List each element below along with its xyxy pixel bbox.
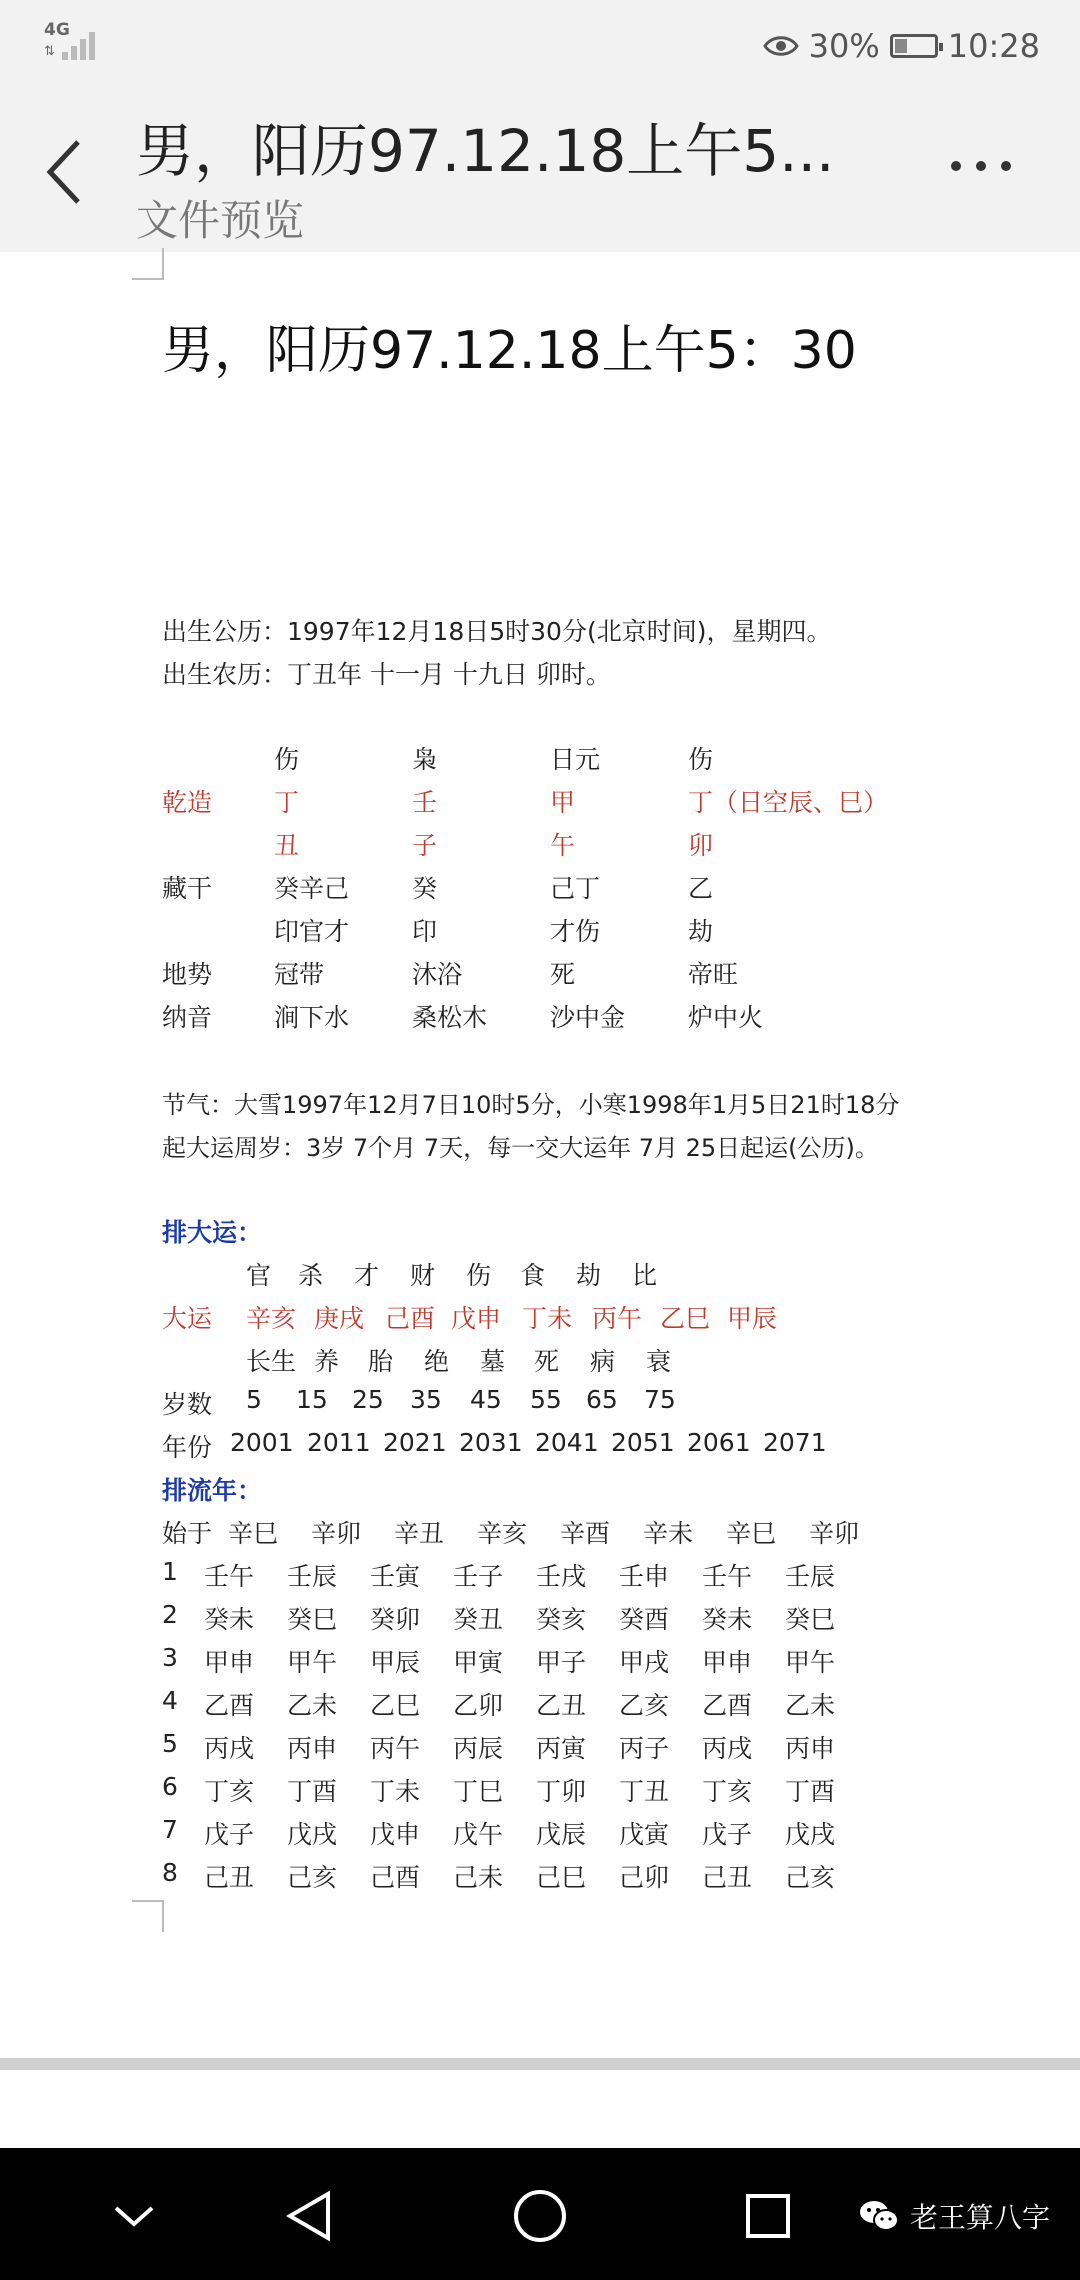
- liunian-cell: 丁巳: [453, 1777, 504, 1806]
- qianzao-label: 乾造: [162, 788, 213, 817]
- liunian-cell: 乙酉: [702, 1691, 753, 1720]
- birth-solar: 出生公历：1997年12月18日5时30分(北京时间)，星期四。: [162, 617, 832, 646]
- liunian-cell: 壬午: [204, 1562, 255, 1591]
- data-arrows-icon: ⇅: [44, 44, 55, 59]
- liunian-cell: 乙卯: [453, 1691, 504, 1720]
- nav-hide-button[interactable]: [104, 2186, 164, 2246]
- status-right: [763, 24, 1040, 68]
- stage-4: 绝: [424, 1347, 450, 1376]
- liunian-cell: 癸未: [204, 1605, 255, 1634]
- doc-title: 男，阳历97.12.18上午5：30: [162, 321, 857, 381]
- liunian-cell: 丁酉: [785, 1777, 836, 1806]
- liunian-cell: 癸亥: [536, 1605, 587, 1634]
- chevron-left-icon: [38, 132, 98, 212]
- stage-8: 衰: [646, 1347, 672, 1376]
- liunian-cell: 甲寅: [453, 1648, 504, 1677]
- signal-icon: [62, 30, 98, 60]
- dishi-1: 冠带: [274, 960, 325, 989]
- liunian-cell: 丁未: [370, 1777, 421, 1806]
- liunian-cell: 甲申: [204, 1648, 255, 1677]
- liunian-cell: 丁酉: [287, 1777, 338, 1806]
- god-4: 伤: [688, 745, 714, 774]
- liunian-row-number: 3: [162, 1643, 178, 1672]
- year-label: 年份: [162, 1433, 213, 1462]
- liunian-cell: 丙午: [370, 1734, 421, 1763]
- god-1: 伤: [274, 745, 300, 774]
- liunian-cell: 戊戌: [785, 1820, 836, 1849]
- liunian-cell: 甲子: [536, 1648, 587, 1677]
- dishi-2: 沐浴: [412, 960, 463, 989]
- canggan-4: 乙: [688, 874, 714, 903]
- nayin-3: 沙中金: [550, 1003, 626, 1032]
- system-nav-bar: [0, 2148, 1080, 2280]
- stage-3: 胎: [368, 1347, 394, 1376]
- dayun-5: 丁未: [522, 1304, 573, 1333]
- liunian-cell: 壬寅: [370, 1562, 421, 1591]
- god-3: 日元: [550, 745, 601, 774]
- status-bar: [0, 0, 1080, 90]
- liunian-cell: 戊戌: [287, 1820, 338, 1849]
- canggan-2: 癸: [412, 874, 438, 903]
- year-7: 2061: [687, 1428, 751, 1457]
- canggan-label: 藏干: [162, 874, 213, 903]
- page-corner-bottom: [132, 1900, 164, 1932]
- liunian-cell: 戊辰: [536, 1820, 587, 1849]
- liunian-row-number: 7: [162, 1815, 178, 1844]
- chevron-down-icon: [104, 2186, 164, 2246]
- age-label: 岁数: [162, 1390, 213, 1419]
- branch-4: 卯: [688, 831, 714, 860]
- clock: 10:28: [947, 27, 1040, 65]
- canggan-1: 癸辛己: [274, 874, 350, 903]
- app-title: 男，阳历97.12.18上午5...: [136, 117, 835, 185]
- age-2: 15: [296, 1385, 328, 1414]
- liunian-cell: 丙申: [287, 1734, 338, 1763]
- liunian-cell: 辛丑: [394, 1519, 445, 1548]
- canggan-god-4: 劫: [688, 917, 714, 946]
- stem-2: 壬: [412, 788, 438, 817]
- liunian-cell: 壬辰: [785, 1562, 836, 1591]
- stage-5: 墓: [480, 1347, 506, 1376]
- stage-2: 养: [314, 1347, 340, 1376]
- liunian-cell: 己酉: [370, 1863, 421, 1892]
- liunian-cell: 戊子: [204, 1820, 255, 1849]
- stage-6: 死: [534, 1347, 560, 1376]
- canggan-god-1: 印官才: [274, 917, 350, 946]
- stage-7: 病: [590, 1347, 616, 1376]
- year-2: 2011: [307, 1428, 371, 1457]
- liunian-cell: 乙未: [785, 1691, 836, 1720]
- dayun-1: 辛亥: [246, 1304, 297, 1333]
- circle-home-icon: [510, 2186, 570, 2246]
- liunian-cell: 丙申: [785, 1734, 836, 1763]
- liunian-cell: 戊午: [453, 1820, 504, 1849]
- year-6: 2051: [611, 1428, 675, 1457]
- dayun-god-5: 伤: [466, 1261, 492, 1290]
- year-3: 2021: [383, 1428, 447, 1457]
- age-3: 25: [352, 1385, 384, 1414]
- liunian-cell: 丁卯: [536, 1777, 587, 1806]
- branch-1: 丑: [274, 831, 300, 860]
- branch-3: 午: [550, 831, 576, 860]
- nayin-4: 炉中火: [688, 1003, 764, 1032]
- more-options-button[interactable]: [946, 148, 1026, 192]
- liunian-cell: 丙寅: [536, 1734, 587, 1763]
- canggan-god-2: 印: [412, 917, 438, 946]
- year-5: 2041: [535, 1428, 599, 1457]
- liunian-cell: 乙酉: [204, 1691, 255, 1720]
- nayin-1: 涧下水: [274, 1003, 350, 1032]
- liunian-cell: 壬午: [702, 1562, 753, 1591]
- canggan-god-3: 才伤: [550, 917, 601, 946]
- dayun-god-1: 官: [246, 1261, 272, 1290]
- wechat-watermark: [858, 2196, 1050, 2236]
- liunian-cell: 乙丑: [536, 1691, 587, 1720]
- liunian-cell: 癸巳: [287, 1605, 338, 1634]
- dayun-god-3: 才: [354, 1261, 380, 1290]
- age-4: 35: [410, 1385, 442, 1414]
- year-8: 2071: [763, 1428, 827, 1457]
- liunian-cell: 丙辰: [453, 1734, 504, 1763]
- triangle-back-icon: [280, 2186, 340, 2246]
- dayun-label: 大运: [162, 1304, 213, 1333]
- liunian-heading: 排流年：: [162, 1476, 263, 1505]
- jieqi: 节气：大雪1997年12月7日10时5分，小寒1998年1月5日21时18分: [162, 1091, 900, 1119]
- liunian-cell: 己卯: [619, 1863, 670, 1892]
- stem-1: 丁: [274, 788, 300, 817]
- liunian-cell: 甲申: [702, 1648, 753, 1677]
- nayin-2: 桑松木: [412, 1003, 488, 1032]
- stage-1: 长生: [246, 1347, 297, 1376]
- liunian-cell: 乙未: [287, 1691, 338, 1720]
- liunian-row-number: 8: [162, 1858, 178, 1887]
- liunian-cell: 丙戌: [702, 1734, 753, 1763]
- dayun-8: 甲辰: [727, 1304, 778, 1333]
- liunian-cell: 己亥: [287, 1863, 338, 1892]
- dayun-god-6: 食: [520, 1261, 546, 1290]
- dishi-4: 帝旺: [688, 960, 739, 989]
- nav-recents-button[interactable]: [738, 2186, 798, 2246]
- liunian-cell: 甲戌: [619, 1648, 670, 1677]
- liunian-cell: 癸卯: [370, 1605, 421, 1634]
- liunian-cell: 辛亥: [477, 1519, 528, 1548]
- age-6: 55: [530, 1385, 562, 1414]
- battery-percent: 30%: [808, 27, 880, 65]
- page-corner-top: [132, 248, 164, 280]
- liunian-row-number: 2: [162, 1600, 178, 1629]
- page-separator: [0, 2058, 1080, 2070]
- liunian-cell: 乙亥: [619, 1691, 670, 1720]
- back-button[interactable]: [38, 132, 98, 212]
- dayun-4: 戊申: [451, 1304, 502, 1333]
- age-7: 65: [586, 1385, 618, 1414]
- dayun-god-8: 比: [632, 1261, 658, 1290]
- liunian-cell: 辛未: [643, 1519, 694, 1548]
- liunian-cell: 丁亥: [204, 1777, 255, 1806]
- liunian-cell: 戊寅: [619, 1820, 670, 1849]
- liunian-cell: 甲辰: [370, 1648, 421, 1677]
- liunian-cell: 壬申: [619, 1562, 670, 1591]
- liunian-cell: 辛卯: [311, 1519, 362, 1548]
- liunian-cell: 己亥: [785, 1863, 836, 1892]
- dayun-7: 乙巳: [660, 1304, 711, 1333]
- more-dots-icon: [946, 156, 1016, 176]
- liunian-cell: 癸丑: [453, 1605, 504, 1634]
- liunian-cell: 戊子: [702, 1820, 753, 1849]
- app-subtitle: 文件预览: [136, 196, 305, 245]
- liunian-cell: 辛卯: [809, 1519, 860, 1548]
- stem-4: 丁（日空辰、巳）: [688, 788, 889, 817]
- liunian-cell: 辛酉: [560, 1519, 611, 1548]
- square-recents-icon: [738, 2186, 798, 2246]
- nav-back-button[interactable]: [280, 2186, 340, 2246]
- dayun-heading: 排大运：: [162, 1218, 263, 1247]
- liunian-cell: 甲午: [785, 1648, 836, 1677]
- liunian-cell: 丙子: [619, 1734, 670, 1763]
- dayun-6: 丙午: [592, 1304, 643, 1333]
- dayun-3: 己酉: [385, 1304, 436, 1333]
- liunian-cell: 丁亥: [702, 1777, 753, 1806]
- dayun-god-7: 劫: [576, 1261, 602, 1290]
- dayun-2: 庚戌: [314, 1304, 365, 1333]
- year-4: 2031: [459, 1428, 523, 1457]
- canggan-3: 己丁: [550, 874, 601, 903]
- branch-2: 子: [412, 831, 438, 860]
- liunian-row-number: 5: [162, 1729, 178, 1758]
- top-bar: [0, 0, 1080, 252]
- birth-lunar: 出生农历：丁丑年 十一月 十九日 卯时。: [162, 660, 611, 689]
- dayun-god-4: 财: [410, 1261, 436, 1290]
- dishi-3: 死: [550, 960, 576, 989]
- liunian-cell: 辛巳: [726, 1519, 777, 1548]
- nayin-label: 纳音: [162, 1003, 213, 1032]
- stem-3: 甲: [550, 788, 576, 817]
- god-2: 枭: [412, 745, 438, 774]
- qiyun: 起大运周岁：3岁 7个月 7天，每一交大运年 7月 25日起运(公历)。: [162, 1134, 879, 1162]
- liunian-cell: 癸酉: [619, 1605, 670, 1634]
- age-8: 75: [644, 1385, 676, 1414]
- liunian-cell: 辛巳: [228, 1519, 279, 1548]
- liunian-row-number: 4: [162, 1686, 178, 1715]
- liunian-cell: 己巳: [536, 1863, 587, 1892]
- eye-icon: [763, 33, 799, 59]
- watermark-text: 老王算八字: [910, 2201, 1051, 2234]
- year-1: 2001: [230, 1428, 294, 1457]
- nav-home-button[interactable]: [510, 2186, 570, 2246]
- liunian-cell: 壬子: [453, 1562, 504, 1591]
- liunian-cell: 己丑: [702, 1863, 753, 1892]
- liunian-row-number: 1: [162, 1557, 178, 1586]
- liunian-cell: 戊申: [370, 1820, 421, 1849]
- liunian-cell: 丙戌: [204, 1734, 255, 1763]
- liunian-cell: 己丑: [204, 1863, 255, 1892]
- battery-icon: [890, 34, 938, 58]
- liunian-cell: 癸巳: [785, 1605, 836, 1634]
- liunian-cell: 壬辰: [287, 1562, 338, 1591]
- liunian-cell: 己未: [453, 1863, 504, 1892]
- liunian-cell: 甲午: [287, 1648, 338, 1677]
- age-1: 5: [246, 1385, 262, 1414]
- age-5: 45: [470, 1385, 502, 1414]
- network-type: 4G: [44, 20, 70, 40]
- liunian-cell: 癸未: [702, 1605, 753, 1634]
- dishi-label: 地势: [162, 960, 213, 989]
- liunian-row-number: 6: [162, 1772, 178, 1801]
- liunian-start-label: 始于: [162, 1519, 213, 1548]
- liunian-cell: 乙巳: [370, 1691, 421, 1720]
- wechat-icon: [858, 2198, 900, 2234]
- dayun-god-2: 杀: [298, 1261, 324, 1290]
- liunian-cell: 壬戌: [536, 1562, 587, 1591]
- liunian-cell: 丁丑: [619, 1777, 670, 1806]
